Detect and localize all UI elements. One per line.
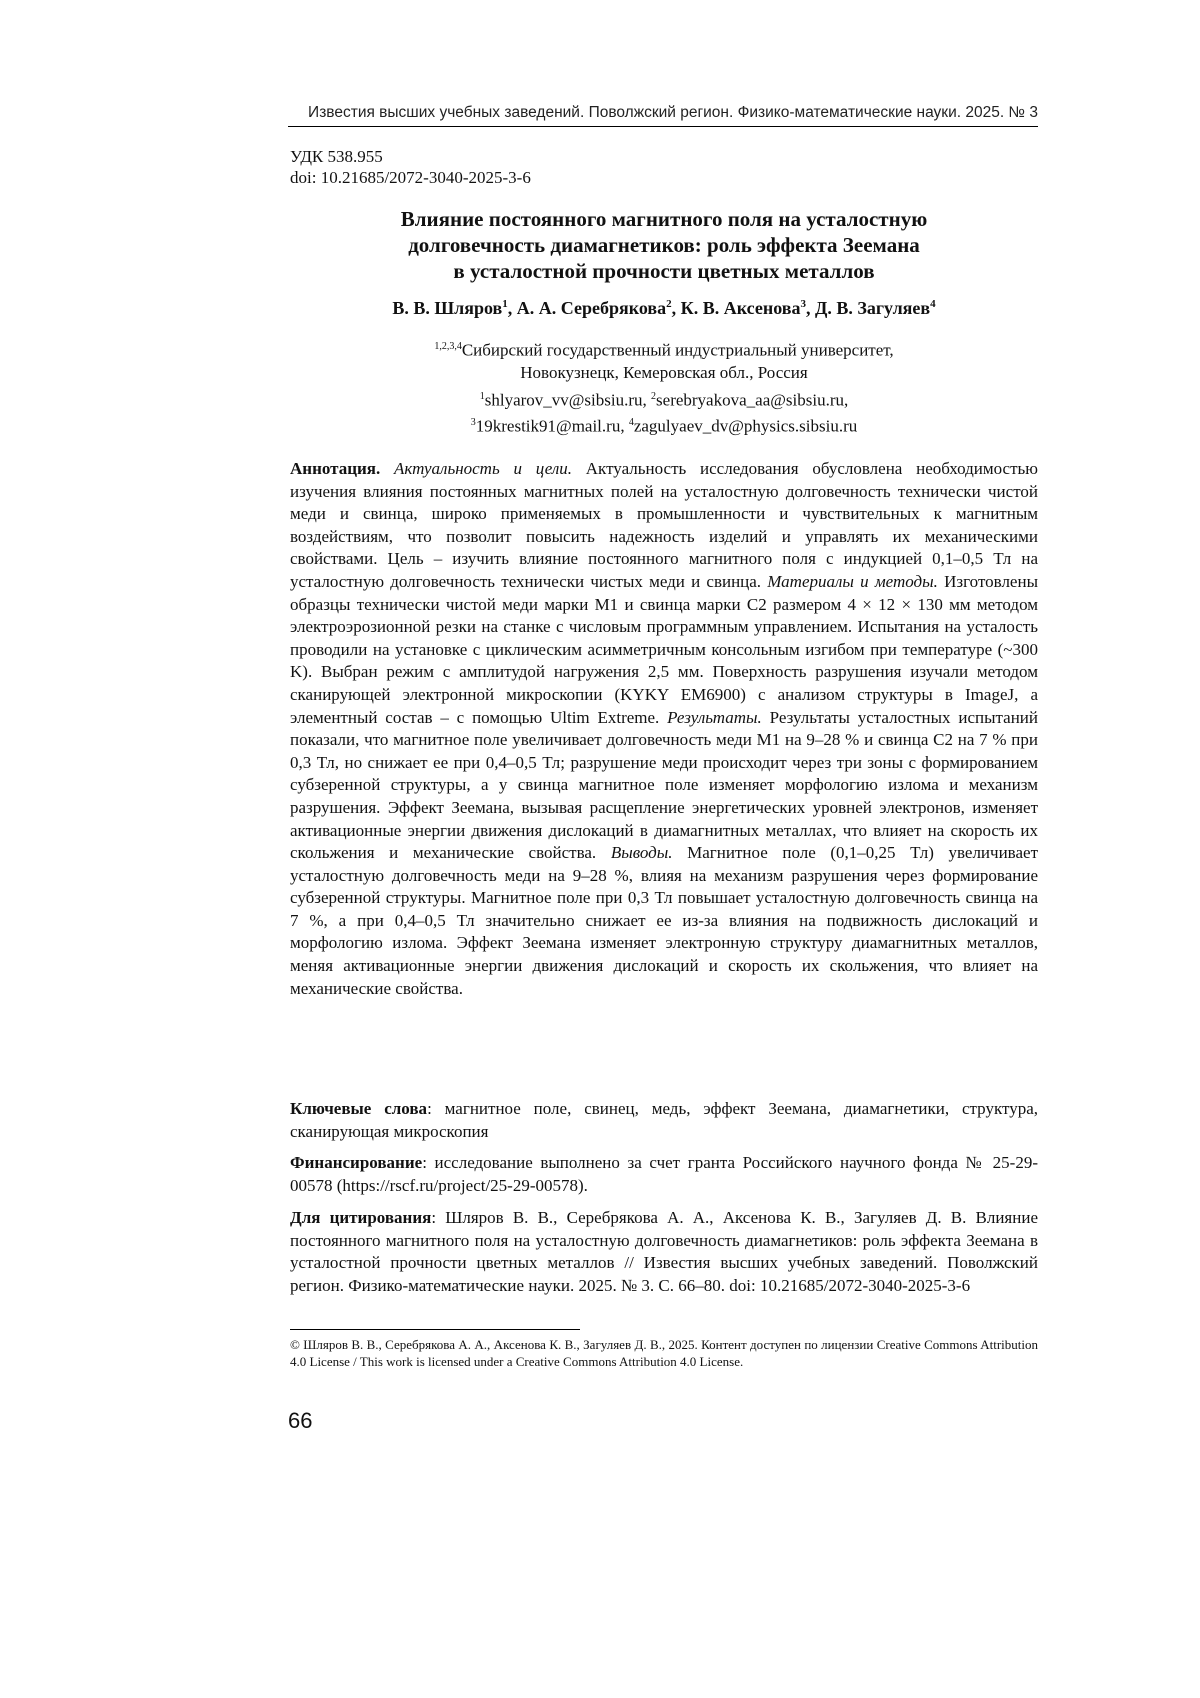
- email-mark: 4: [628, 416, 634, 428]
- author-separator: ,: [507, 298, 517, 318]
- email-link[interactable]: shlyarov_vv@sibsiu.ru,: [484, 390, 652, 410]
- affiliation-line: Новокузнецк, Кемеровская обл., Россия: [520, 362, 808, 382]
- abstract-text: Результаты усталостных испытаний показали, что магнитное поле увеличивает долговечность меди М1 на 9–28 % и свинца С2 на 7 % при 0,3 Тл, но снижает ее при 0,4–0,5 Тл; разрушение меди происходит через три зоны с формированием субзеренной структуры, а у свинца магнитное поле изменяет морфологию излома и механизм разрушения. Эффект Зеемана, вызывая расщепление энергетических уровней электронов, изменяет активационные энергии движения дислокаций в диамагнитных металлах, что влияет на скорость их скольжения и механические свойства.: [290, 707, 1039, 863]
- title-line: Влияние постоянного магнитного поля на усталостную: [400, 207, 928, 231]
- email-link[interactable]: zagulyaev_dv@physics.sibsiu.ru: [633, 416, 858, 436]
- funding: [290, 1152, 1038, 1197]
- author-name: А. А. Серебрякова: [516, 298, 667, 318]
- funding-text: : исследование выполнено за счет гранта Российского научного фонда № 25-29-00578 (https://rscf.ru/project/25-29-00578).: [290, 1153, 1038, 1195]
- author-separator: ,: [805, 298, 815, 318]
- author-name: В. В. Шляров: [392, 298, 503, 318]
- footnote-divider: [290, 1329, 580, 1330]
- citation: [290, 1207, 1038, 1297]
- funding-label: Финансирование: [290, 1153, 423, 1172]
- abstract-text: Актуальность исследования обусловлена необходимостью изучения влияния постоянных магнитных полей на усталостную долговечность технически чистой меди и свинца, широко применяемых в промышленности и чувствительных к магнитным воздействиям, что позволит повысить надежность изделий и управлять их механическими свойствами. Цель – изучить влияние постоянного магнитного поля с индукцией 0,1–0,5 Тл на усталостную долговечность технически чистых меди и свинца.: [290, 459, 1038, 591]
- abstract-text: Магнитное поле (0,1–0,25 Тл) увеличивает усталостную долговечность меди на 9–28 %, влияя на механизм разрушения через формирование субзеренной структуры. Магнитное поле при 0,3 Тл повышает усталостную долговечность свинца на 7 %, а при 0,4–0,5 Тл значительно снижает ее из-за влияния на подвижность дислокаций и морфологию излома. Эффект Зеемана изменяет электронную структуру диамагнитных металлов, меняя активационные энергии движения дислокаций и скорость их скольжения, что влияет на механические свойства.: [290, 843, 1038, 998]
- email-link[interactable]: 19krestik91@mail.ru,: [475, 416, 629, 436]
- keywords-text: : магнитное поле, свинец, медь, эффект Зеемана, диамагнетики, структура, сканирующая микроскопия: [290, 1099, 1038, 1141]
- author-affiliation-mark: 4: [930, 298, 936, 310]
- citation-label: Для цитирования: [290, 1208, 432, 1227]
- title-line: долговечность диамагнетиков: роль эффекта Зеемана: [408, 233, 920, 257]
- author-emails: [290, 386, 1038, 437]
- title-line: в усталостной прочности цветных металлов: [453, 259, 875, 283]
- abstract-heading-results: Результаты.: [667, 707, 762, 727]
- email-mark: 3: [470, 416, 476, 428]
- email-mark: 2: [651, 391, 657, 402]
- author-affiliation-mark: 1: [502, 298, 508, 310]
- affiliation-mark: 1,2,3,4: [434, 341, 462, 352]
- page-number: 66: [288, 1408, 313, 1433]
- email-mark: 1: [479, 391, 485, 402]
- author-separator: ,: [671, 298, 681, 318]
- author-affiliation-mark: 2: [666, 298, 672, 310]
- abstract-heading-conclusions: Выводы.: [610, 843, 673, 863]
- abstract: [290, 458, 1038, 1000]
- abstract-heading-relevance: Актуальность и цели.: [394, 459, 572, 478]
- running-header: Известия высших учебных заведений. Поволжский регион. Физико-математические науки. 2025. № 3: [288, 104, 1038, 127]
- author-list: [290, 298, 1038, 319]
- author-affiliation-mark: 3: [800, 298, 806, 310]
- email-link[interactable]: serebryakova_aa@sibsiu.ru,: [656, 390, 849, 410]
- udc-code: УДК 538.955: [290, 147, 383, 166]
- abstract-label: Аннотация.: [290, 459, 381, 478]
- author-name: К. В. Аксенова: [680, 298, 801, 318]
- copyright-footnote: © Шляров В. В., Серебрякова А. А., Аксенова К. В., Загуляев Д. В., 2025. Контент доступен по лицензии Creative Commons Attribution 4.0 License / This work is licensed under a Creative Commons Attribution 4.0 License.: [290, 1337, 1038, 1369]
- citation-text: : Шляров В. В., Серебрякова А. А., Аксенова К. В., Загуляев Д. В. Влияние постоянного магнитного поля на усталостную долговечность диамагнетиков: роль эффекта Зеемана в усталостной прочности цветных металлов // Известия высших учебных заведений. Поволжский регион. Физико-математические науки. 2025. № 3. С. 66–80. doi: 10.21685/2072-3040-2025-3-6: [290, 1208, 1038, 1295]
- keywords: [290, 1098, 1038, 1143]
- doi: doi: 10.21685/2072-3040-2025-3-6: [290, 168, 531, 187]
- affiliation-line: Сибирский государственный индустриальный университет,: [461, 340, 894, 360]
- affiliation: [290, 336, 1038, 384]
- abstract-heading-methods: Материалы и методы.: [767, 571, 938, 591]
- abstract-text: Изготовлены образцы технически чистой меди марки М1 и свинца марки С2 размером 4 × 12 × 130 мм методом электроэрозионной резки на станке с числовым программным управлением. Испытания на усталость проводили на установке с циклическим асимметричным консольным изгибом при температуре (~300 K). Выбран режим с амплитудой нагружения 2,5 мм. Поверхность разрушения изучали методом сканирующей электронной микроскопии (KYKY EM6900) с анализом структуры в ImageJ, а элементный состав – с помощью Ultim Extreme.: [290, 571, 1038, 727]
- article-title: [290, 206, 1038, 284]
- keywords-label: Ключевые слова: [290, 1099, 428, 1118]
- author-name: Д. В. Загуляев: [814, 298, 931, 318]
